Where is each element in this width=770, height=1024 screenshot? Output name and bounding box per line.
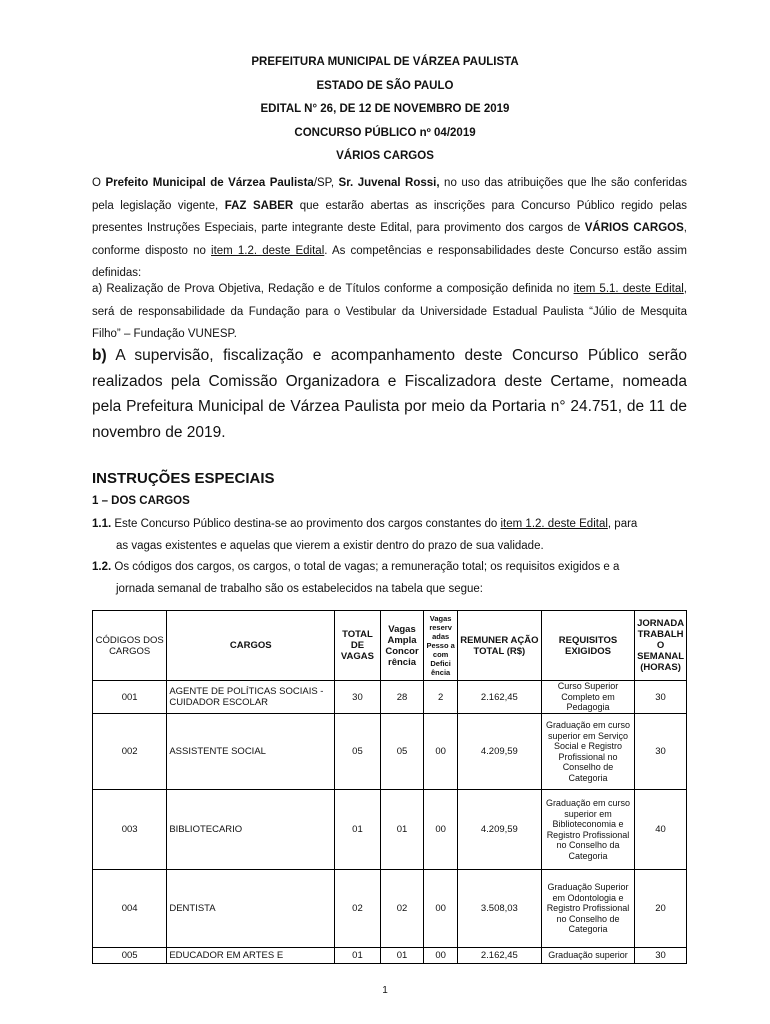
text-bold: FAZ SABER <box>224 199 294 212</box>
section-subtitle: 1 – DOS CARGOS <box>92 495 190 507</box>
cell-jornada: 40 <box>635 790 687 870</box>
cell-codigo: 003 <box>93 790 167 870</box>
text: , será de responsabilidade da Fundação para o Vestibular da Universidade Estadual Paulista “Júlio de Mesquita Filho” – Fundação VUNESP. <box>92 283 687 340</box>
text-bold: VÁRIOS CARGOS <box>584 222 684 234</box>
cell-codigo: 004 <box>93 870 167 948</box>
header-line-5: VÁRIOS CARGOS <box>336 150 434 162</box>
cell-remuneracao: 3.508,03 <box>457 870 541 948</box>
item-number: 1.1. <box>92 518 112 530</box>
item-reference: item 1.2. deste Edital <box>500 518 608 530</box>
cell-ampla: 28 <box>380 681 424 714</box>
cell-cargo: BIBLIOTECARIO <box>167 790 335 870</box>
text: que estarão abertas as inscrições para Concurso Público regido pelas presentes Instruções Especiais, parte integrante deste Edital, para provimento dos cargos de <box>92 199 688 234</box>
text: . As competências e responsabilidades deste Concurso estão assim definidas: <box>92 244 687 279</box>
cell-total: 01 <box>335 948 380 964</box>
item-reference: item 5.1. deste Edital <box>573 283 684 295</box>
cell-ampla: 01 <box>380 948 424 964</box>
text: jornada semanal de trabalho são os estabelecidos na tabela que segue: <box>116 583 483 595</box>
cell-requisitos: Graduação superior <box>541 948 634 964</box>
header-codigo: CÓDIGOS DOS CARGOS <box>93 611 167 681</box>
cell-jornada: 30 <box>635 714 687 790</box>
cell-pcd: 2 <box>424 681 458 714</box>
table-row <box>93 681 687 714</box>
paragraph-a <box>92 278 687 346</box>
item-1-1 <box>92 513 687 557</box>
cell-pcd: 00 <box>424 790 458 870</box>
cell-jornada: 30 <box>635 948 687 964</box>
header-cargo: CARGOS <box>167 611 335 681</box>
header-jornada: JORNADA TRABALH O SEMANAL (HORAS) <box>635 611 687 681</box>
table-row <box>93 714 687 790</box>
page-number: 1 <box>382 985 388 996</box>
text: as vagas existentes e aquelas que vierem a existir dentro do prazo de sua validade. <box>116 540 544 552</box>
cell-jornada: 30 <box>635 681 687 714</box>
text: /SP, <box>313 177 339 189</box>
text-bold: Prefeito Municipal de Várzea Paulista <box>105 177 314 189</box>
text: A supervisão, fiscalização e acompanhamento deste Concurso Público serão realizados pela Comissão Organizadora e Fiscalizadora deste Certame, nomeada pela Prefeitura Municipal de Várzea Paulista por meio da Portaria n° 24.751, de 11 de novembro de 2019. <box>92 347 687 441</box>
header-ampla: Vagas Ampla Concor rência <box>380 611 424 681</box>
cell-remuneracao: 4.209,59 <box>457 790 541 870</box>
cell-requisitos: Graduação em curso superior em Serviço Social e Registro Profissional no Conselho de Categoria <box>541 714 634 790</box>
cell-codigo: 002 <box>93 714 167 790</box>
cell-total: 01 <box>335 790 380 870</box>
header-line-3: EDITAL N° 26, DE 12 DE NOVEMBRO DE 2019 <box>260 103 510 115</box>
text: , conforme disposto no <box>92 222 687 257</box>
cell-ampla: 05 <box>380 714 424 790</box>
paragraph-b <box>92 343 687 445</box>
cell-cargo: EDUCADOR EM ARTES E <box>167 948 335 964</box>
cell-codigo: 001 <box>93 681 167 714</box>
header-requisitos: REQUISITOS EXIGIDOS <box>541 611 634 681</box>
document-header <box>0 51 770 169</box>
cell-ampla: 01 <box>380 790 424 870</box>
cell-requisitos: Curso Superior Completo em Pedagogia <box>541 681 634 714</box>
text: Os códigos dos cargos, os cargos, o total de vagas; a remuneração total; os requisitos exigidos e a <box>111 561 620 573</box>
cell-jornada: 20 <box>635 870 687 948</box>
cell-pcd: 00 <box>424 948 458 964</box>
text: , para <box>607 518 638 530</box>
cell-total: 02 <box>335 870 380 948</box>
cell-remuneracao: 4.209,59 <box>457 714 541 790</box>
cell-cargo: ASSISTENTE SOCIAL <box>167 714 335 790</box>
text: O <box>92 177 106 189</box>
header-total: TOTAL DE VAGAS <box>335 611 380 681</box>
cell-requisitos: Graduação Superior em Odontologia e Registro Profissional no Conselho de Categoria <box>541 870 634 948</box>
cell-pcd: 00 <box>424 870 458 948</box>
cell-cargo: DENTISTA <box>167 870 335 948</box>
header-remuneracao: REMUNER AÇÃO TOTAL (R$) <box>457 611 541 681</box>
text-bold: Sr. Juvenal Rossi, <box>338 177 440 189</box>
cell-requisitos: Graduação em curso superior em Biblioteconomia e Registro Profissional no Conselho da Categoria <box>541 790 634 870</box>
header-line-2: ESTADO DE SÃO PAULO <box>316 79 454 92</box>
table-row <box>93 948 687 964</box>
header-line-4: CONCURSO PÚBLICO nº 04/2019 <box>294 126 476 139</box>
cell-total: 05 <box>335 714 380 790</box>
text-bold: b) <box>92 347 107 364</box>
header-pcd: Vagas reserv adas Pesso a com Defici ência <box>424 611 458 681</box>
table-row <box>93 790 687 870</box>
cell-codigo: 005 <box>93 948 167 964</box>
cargos-table <box>92 610 687 964</box>
text: Este Concurso Público destina-se ao provimento dos cargos constantes do <box>111 518 501 530</box>
cell-cargo: AGENTE DE POLÍTICAS SOCIAIS - CUIDADOR ESCOLAR <box>167 681 335 714</box>
text: a) Realização de Prova Objetiva, Redação e de Títulos conforme a composição definida no <box>92 283 574 295</box>
cell-total: 30 <box>335 681 380 714</box>
item-number: 1.2. <box>92 561 112 573</box>
cell-pcd: 00 <box>424 714 458 790</box>
cell-remuneracao: 2.162,45 <box>457 681 541 714</box>
item-1-2 <box>92 556 687 600</box>
cell-ampla: 02 <box>380 870 424 948</box>
text: no uso das atribuições que lhe são conferidas pela legislação vigente, <box>92 177 688 212</box>
table-row <box>93 870 687 948</box>
header-line-1: PREFEITURA MUNICIPAL DE VÁRZEA PAULISTA <box>251 56 519 68</box>
intro-paragraph <box>92 172 687 285</box>
section-title: INSTRUÇÕES ESPECIAIS <box>92 470 275 487</box>
item-reference: item 1.2. deste Edital <box>211 244 325 257</box>
table-header-row <box>93 611 687 681</box>
cell-remuneracao: 2.162,45 <box>457 948 541 964</box>
